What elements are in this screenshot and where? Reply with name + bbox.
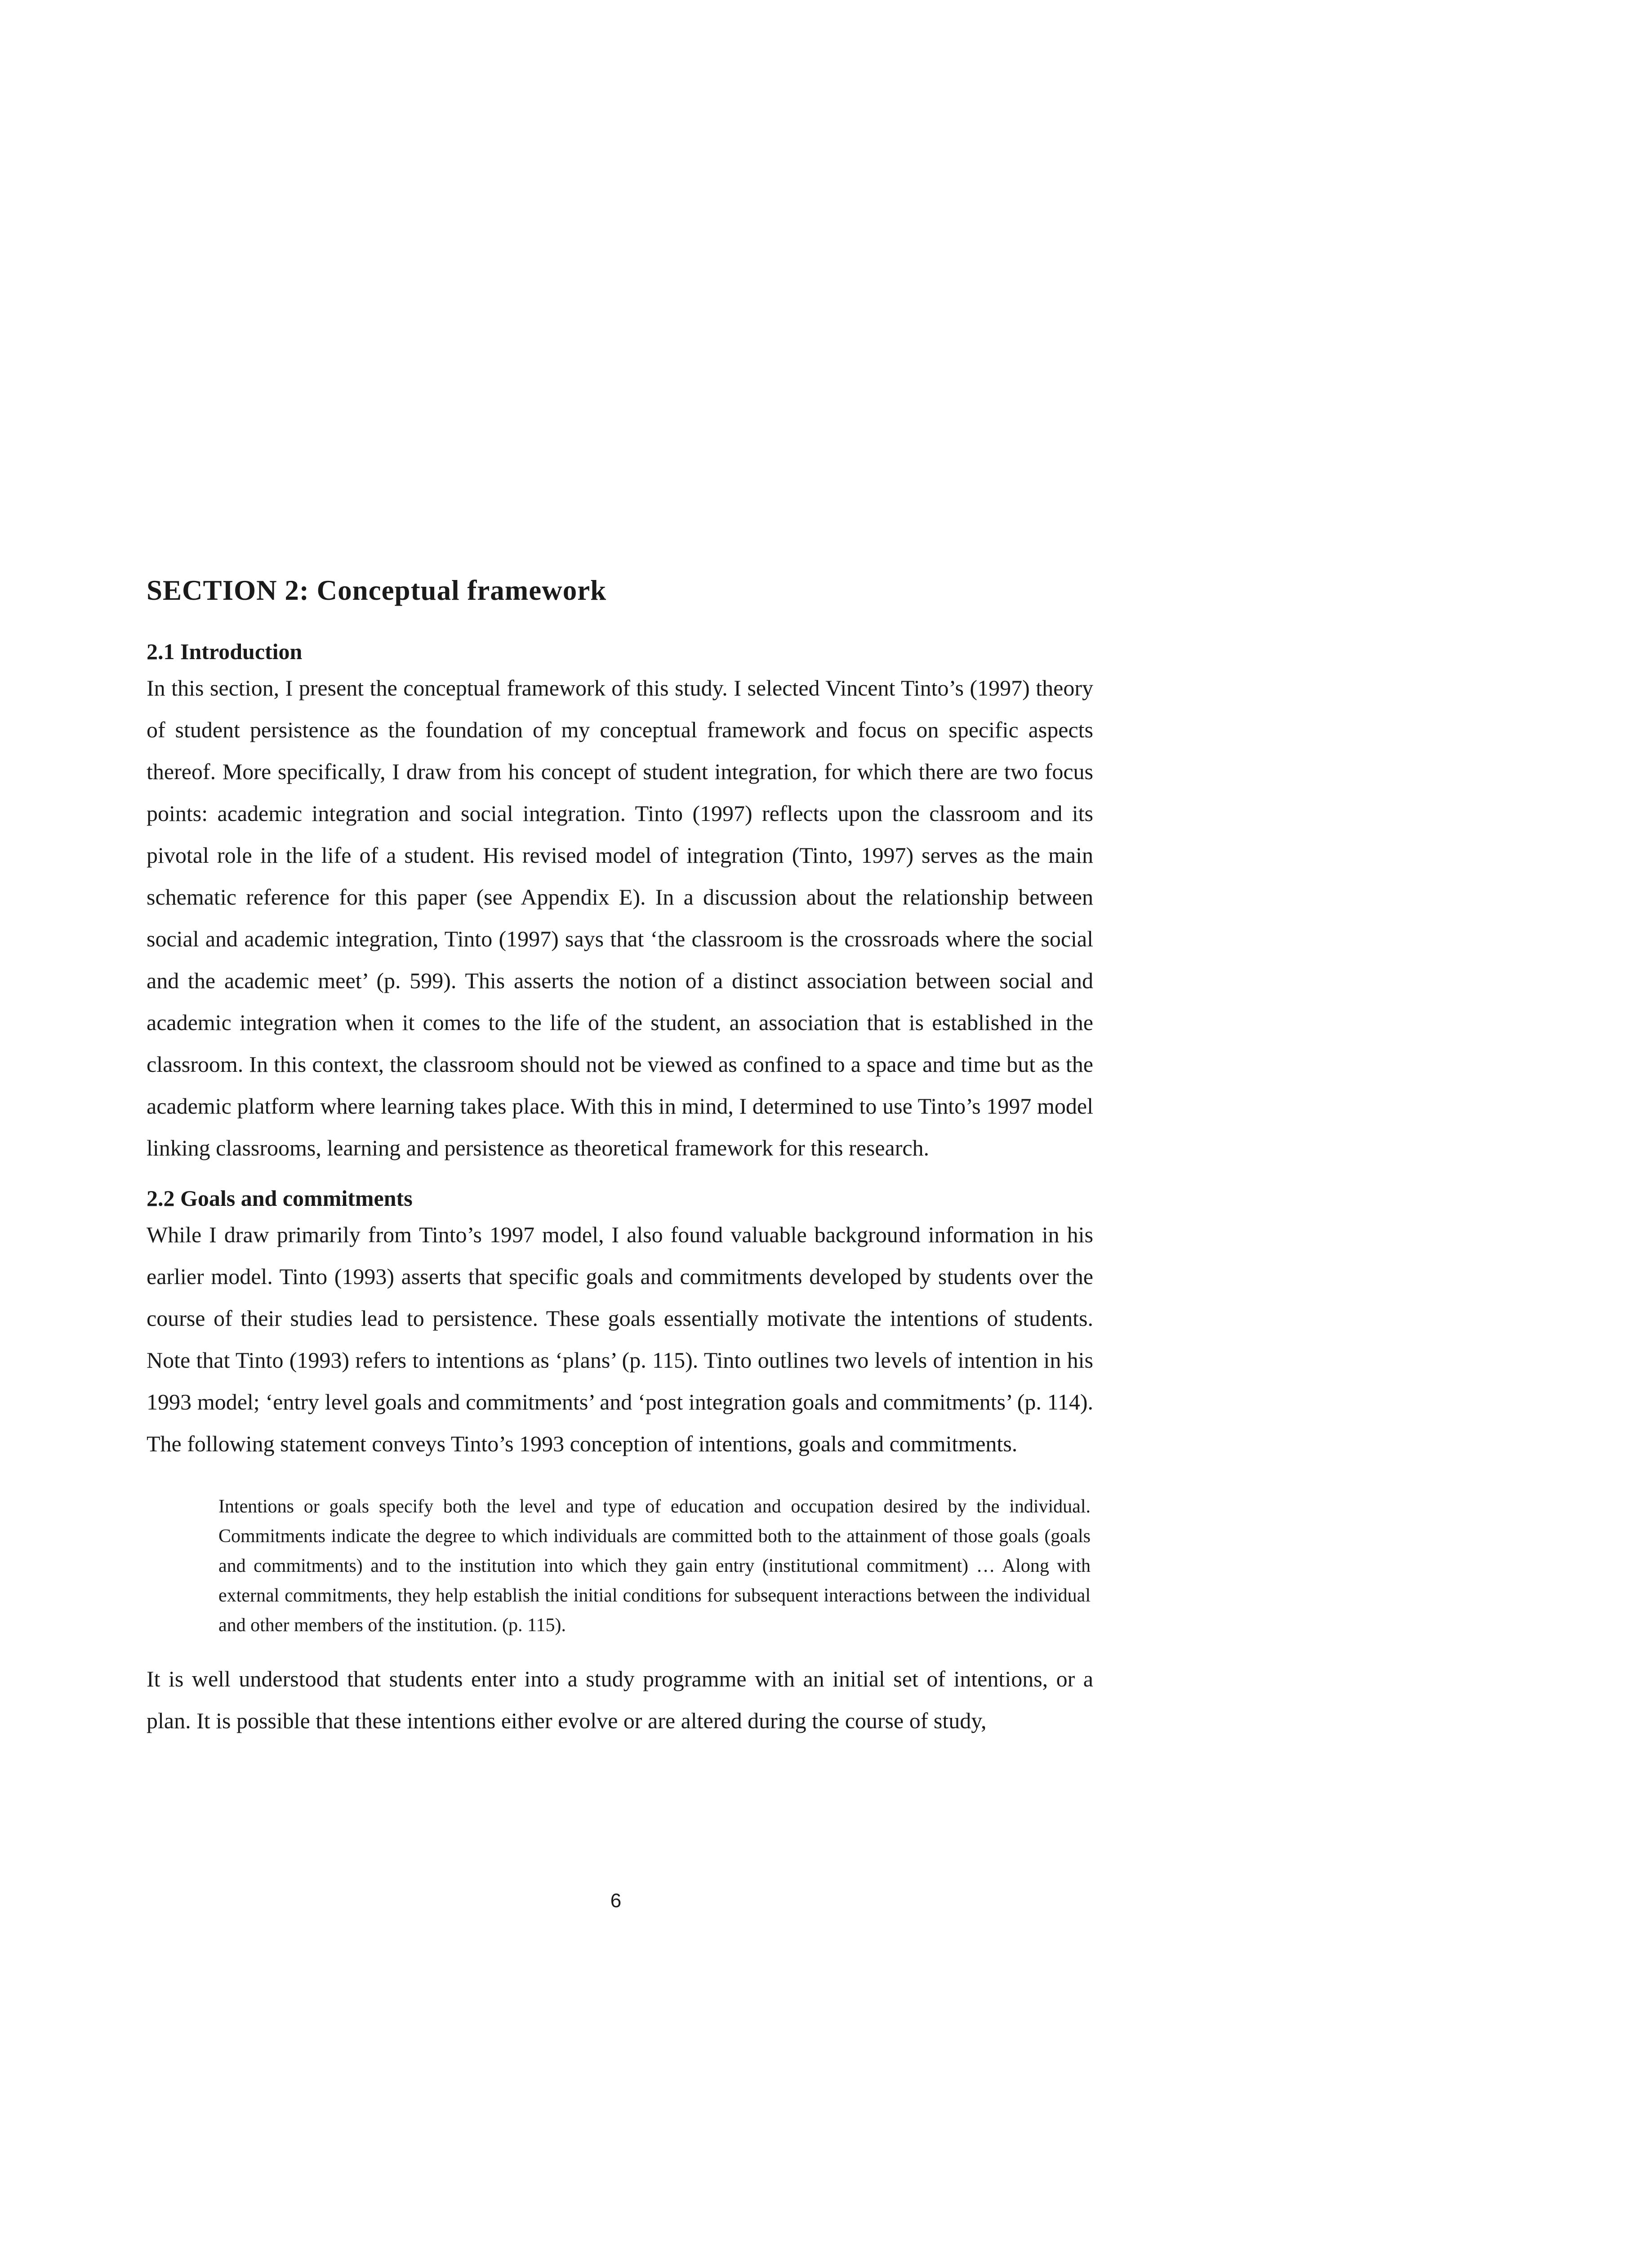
- introduction-heading: 2.1 Introduction: [147, 639, 303, 664]
- goals-commitments-paragraph: While I draw primarily from Tinto’s 1997 model, I also found valuable background information in his earlier model. Tinto (1993) asserts that specific goals and commitments developed by students over the course of their studies lead to persistence. These goals essentially motivate the intentions of students. Note that Tinto (1993) refers to intentions as ‘plans’ (p. 115). Tinto outlines two levels of intention in his 1993 model; ‘entry level goals and commitments’ and ‘post integration goals and commitments’ (p. 114). The following statement conveys Tinto’s 1993 conception of intentions, goals and commitments.: [147, 1222, 1093, 1456]
- introduction-paragraph: In this section, I present the conceptual framework of this study. I selected Vincent Tinto’s (1997) theory of student persistence as the foundation of my conceptual framework and focus on specific aspects thereof. More specifically, I draw from his concept of student integration, for which there are two focus points: academic integration and social integration. Tinto (1997) reflects upon the classroom and its pivotal role in the life of a student. His revised model of integration (Tinto, 1997) serves as the main schematic reference for this paper (see Appendix E). In a discussion about the relationship between social and academic integration, Tinto (1997) says that ‘the classroom is the crossroads where the social and the academic meet’ (p. 599). This asserts the notion of a distinct association between social and academic integration when it comes to the life of the student, an association that is established in the classroom. In this context, the classroom should not be viewed as confined to a space and time but as the academic platform where learning takes place. With this in mind, I determined to use Tinto’s 1997 model linking classrooms, learning and persistence as theoretical framework for this research.: [147, 675, 1093, 1160]
- page-number: 6: [610, 1890, 622, 1912]
- block-quote: Intentions or goals specify both the level and type of education and occupation desired by the individual. Commitments indicate the degree to which individuals are committed both to the attainment of those goals (goals and commitments) and to the institution into which they gain entry (institutional commitment) … Along with external commitments, they help establish the initial conditions for subsequent interactions between the individual and other members of the institution. (p. 115).: [218, 1496, 1091, 1636]
- continuation-paragraph: It is well understood that students enter into a study programme with an initial set of intentions, or a plan. It is possible that these intentions either evolve or are altered during the course of study,: [147, 1666, 1093, 1733]
- page-content: [147, 570, 1093, 1742]
- section-title: SECTION 2: Conceptual framework: [147, 575, 607, 606]
- goals-commitments-heading: 2.2 Goals and commitments: [147, 1186, 413, 1211]
